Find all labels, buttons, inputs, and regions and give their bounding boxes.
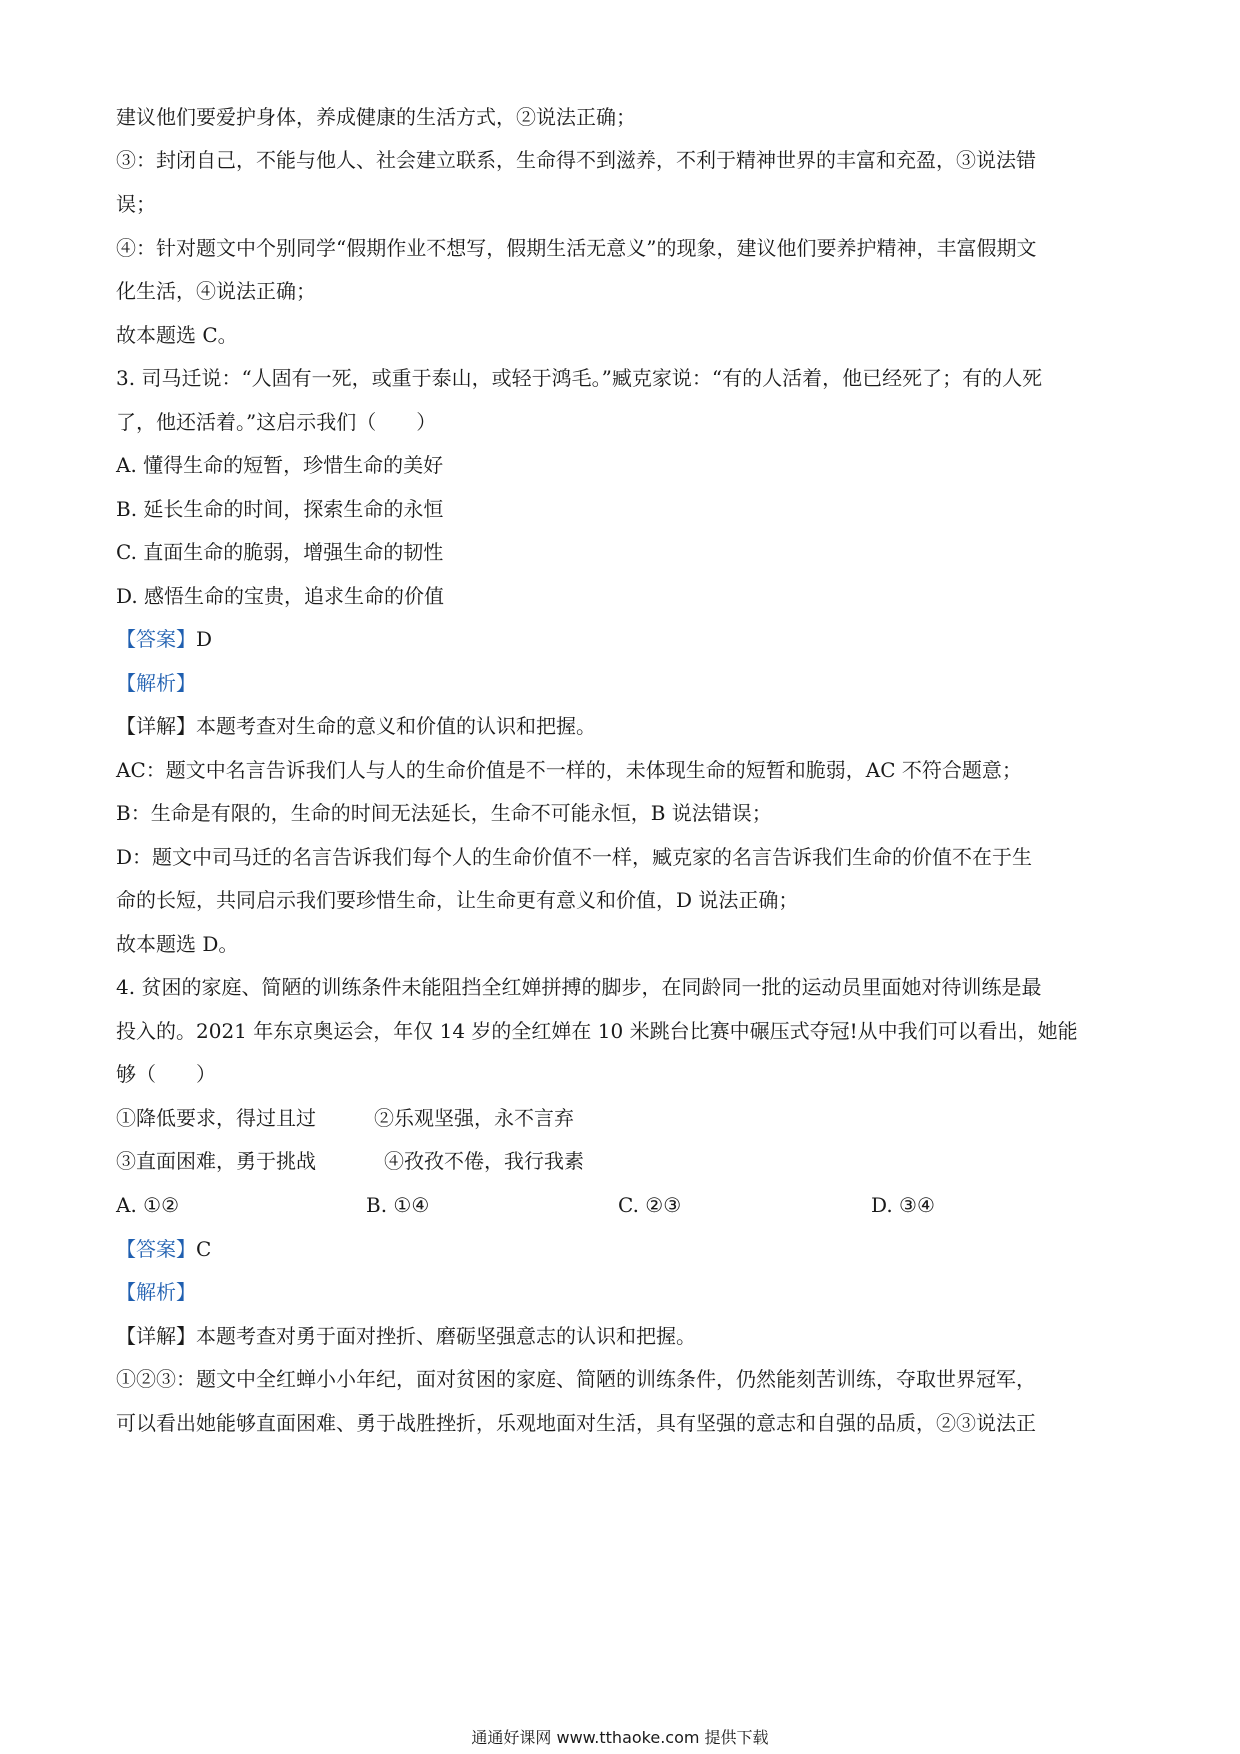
option-a: A. 懂得生命的短暂，珍惜生命的美好 <box>116 453 444 477</box>
answer-tag: 【答案】 <box>116 1237 196 1261</box>
option-d: D. ③④ <box>871 1193 935 1217</box>
option-c: C. ②③ <box>618 1193 682 1217</box>
answer-value: D <box>196 627 213 651</box>
detail-line <box>116 712 596 740</box>
text-line: B：生命是有限的，生命的时间无法延长，生命不可能永恒，B 说法错误； <box>116 801 772 825</box>
option-c: C. 直面生命的脆弱，增强生命的韧性 <box>116 540 444 564</box>
text-line: 建议他们要爱护身体，养成健康的生活方式，②说法正确； <box>116 105 636 129</box>
footer-watermark: 通通好课网 www.tthaoke.com 提供下载 <box>471 1728 769 1747</box>
answer-value: C <box>196 1237 212 1261</box>
question-3-stem: 3. 司马迁说：“人固有一死，或重于泰山，或轻于鸿毛。”臧克家说：“有的人活着，他已经死了；有的人死 <box>116 366 1043 390</box>
statement-4: ④孜孜不倦，我行我素 <box>384 1149 584 1173</box>
text-line: 故本题选 D。 <box>116 932 239 956</box>
text-line: 故本题选 C。 <box>116 323 238 347</box>
question-4-stem: 投入的。2021 年东京奥运会，年仅 14 岁的全红婵在 10 米跳台比赛中碾压式夺冠!从中我们可以看出，她能 <box>116 1019 1078 1043</box>
detail-line <box>116 1322 696 1350</box>
option-b: B. 延长生命的时间，探索生命的永恒 <box>116 497 444 521</box>
text-line: 命的长短，共同启示我们要珍惜生命，让生命更有意义和价值，D 说法正确； <box>116 888 799 912</box>
text-line: ③：封闭自己，不能与他人、社会建立联系，生命得不到滋养，不利于精神世界的丰富和充盈，③说法错 <box>116 148 1036 172</box>
analysis-tag: 【解析】 <box>116 1280 196 1304</box>
statement-3: ③直面困难，勇于挑战 <box>116 1149 316 1173</box>
detail-tag: 【详解】 <box>116 714 196 738</box>
statement-2: ②乐观坚强，永不言弃 <box>374 1106 574 1130</box>
text-line: ④：针对题文中个别同学“假期作业不想写，假期生活无意义”的现象，建议他们要养护精神，丰富假期文 <box>116 236 1037 260</box>
statement-1: ①降低要求，得过且过 <box>116 1106 316 1130</box>
analysis-tag: 【解析】 <box>116 671 196 695</box>
option-b: B. ①④ <box>366 1193 430 1217</box>
answer-line <box>116 1235 211 1263</box>
text-line: AC：题文中名言告诉我们人与人的生命价值是不一样的，未体现生命的短暂和脆弱，AC 不符合题意； <box>116 758 1022 782</box>
text-line: D：题文中司马迁的名言告诉我们每个人的生命价值不一样，臧克家的名言告诉我们生命的价值不在于生 <box>116 845 1033 869</box>
detail-tag: 【详解】 <box>116 1324 196 1348</box>
text-line: 误； <box>116 192 156 216</box>
option-d: D. 感悟生命的宝贵，追求生命的价值 <box>116 584 445 608</box>
question-4-stem: 4. 贫困的家庭、简陋的训练条件未能阻挡全红婵拼搏的脚步，在同龄同一批的运动员里面她对待训练是最 <box>116 975 1042 999</box>
option-a: A. ①② <box>116 1193 180 1217</box>
question-3-stem: 了，他还活着。”这启示我们（ ） <box>116 410 437 434</box>
answer-line <box>116 625 212 653</box>
text-line: 可以看出她能够直面困难、勇于战胜挫折，乐观地面对生活，具有坚强的意志和自强的品质，②③说法正 <box>116 1411 1036 1435</box>
detail-text: 本题考查对勇于面对挫折、磨砺坚强意志的认识和把握。 <box>196 1324 696 1348</box>
answer-tag: 【答案】 <box>116 627 196 651</box>
text-line: 化生活，④说法正确； <box>116 279 316 303</box>
question-4-stem: 够（ ） <box>116 1062 216 1086</box>
text-line: ①②③：题文中全红蝉小小年纪，面对贫困的家庭、简陋的训练条件，仍然能刻苦训练，夺取世界冠军， <box>116 1367 1036 1391</box>
detail-text: 本题考查对生命的意义和价值的认识和把握。 <box>196 714 596 738</box>
